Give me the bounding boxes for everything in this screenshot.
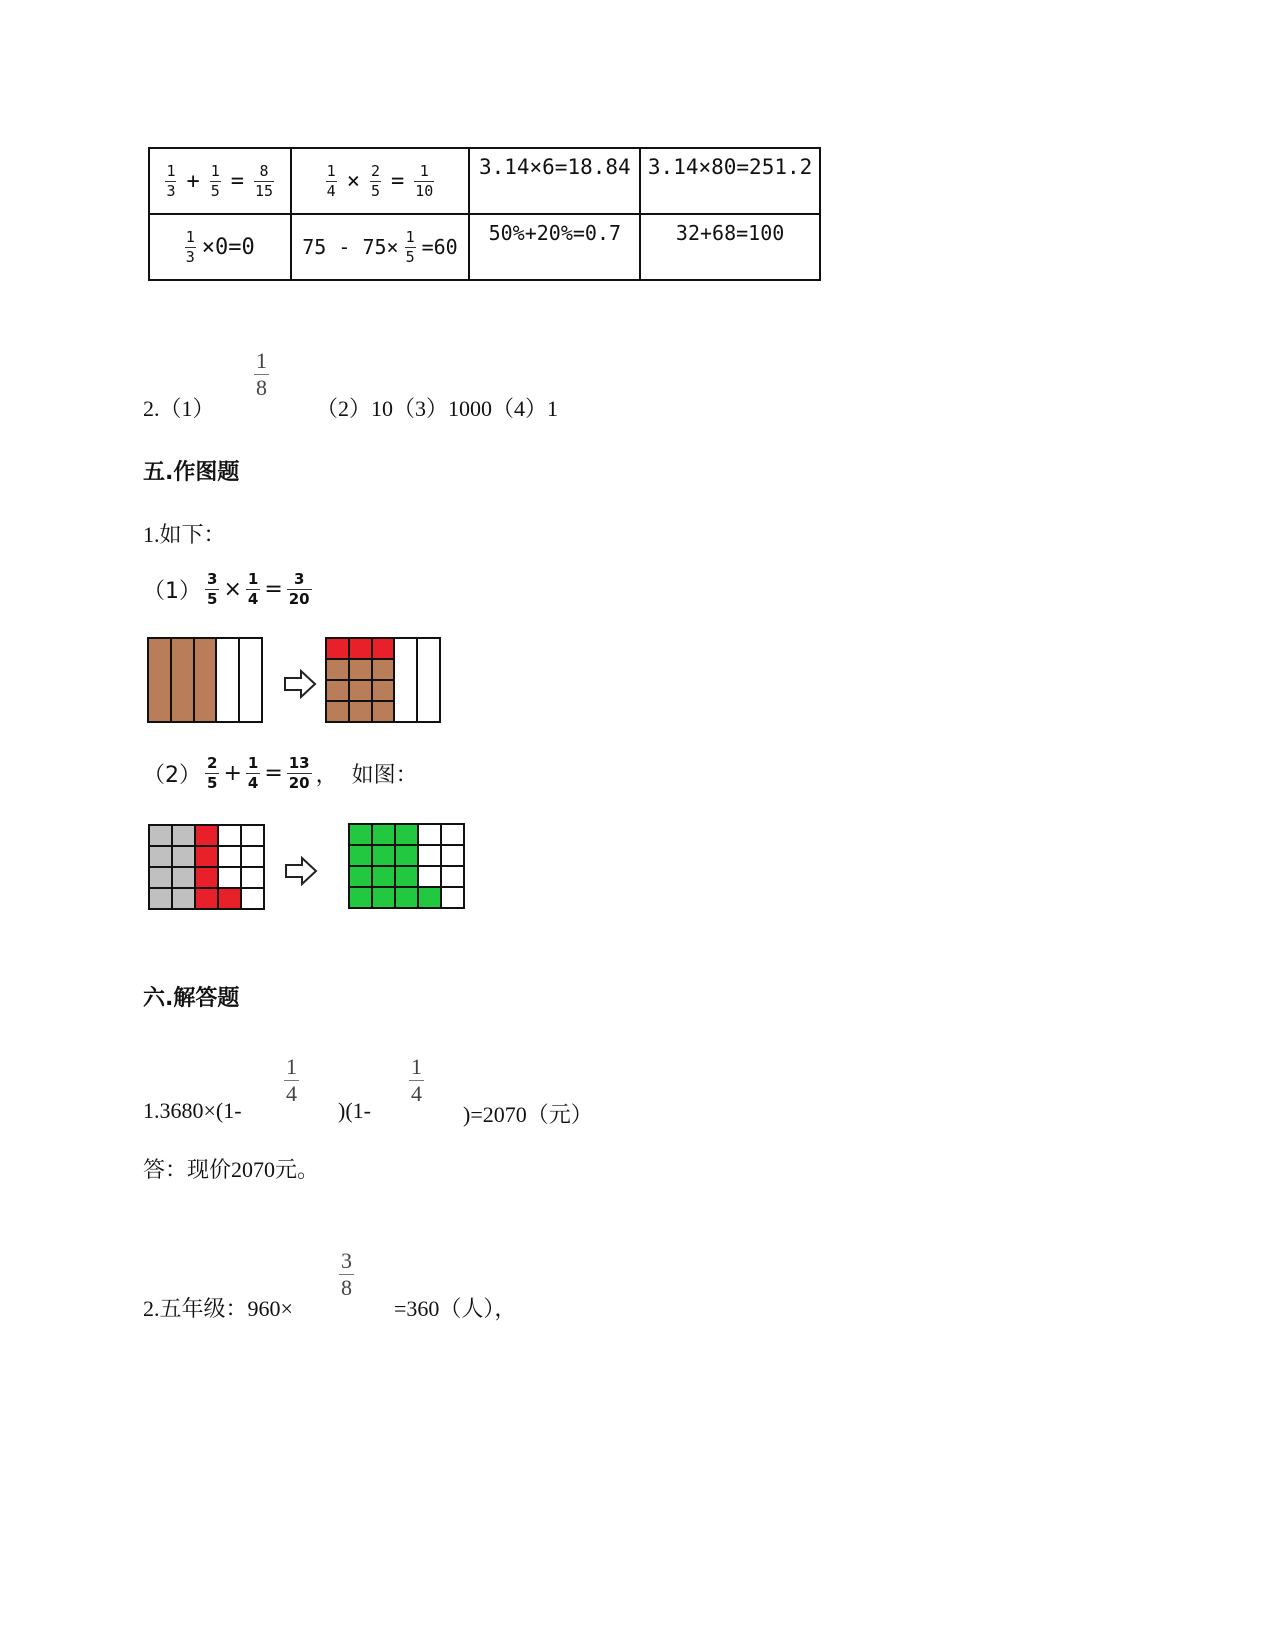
grid-cell (241, 846, 264, 867)
q2-part1: 2.（1） (143, 396, 215, 421)
table-row (149, 148, 820, 214)
section-heading-drawing: 五.作图题 (143, 460, 240, 485)
grid-cell (395, 845, 418, 866)
item-1-label: 1.如下： (143, 522, 226, 547)
fraction: $\frac{3}{5}$ (207, 570, 218, 608)
grid-cell (349, 845, 372, 866)
arrow-right-icon (283, 669, 317, 699)
q2-line-part1: 2.五年级：960× (143, 1296, 293, 1321)
grid-cell (418, 824, 441, 845)
table-cell: $\frac{1}{3}$ + $\frac{1}{5}$ = $\frac{8}{15}$ (149, 148, 291, 214)
diagram-green (348, 823, 465, 909)
fraction-one-quarter: $\frac{1}{4}$ (286, 1054, 297, 1106)
diagram-3-fifths (147, 637, 263, 723)
arrow-right-icon (284, 856, 318, 886)
grid-cell (395, 866, 418, 887)
grid-cell (349, 659, 372, 680)
table-row (149, 214, 820, 280)
table-cell: 50%+20%=0.7 (469, 214, 640, 280)
diagram-3-twentieths (325, 637, 441, 723)
grid-cell (395, 824, 418, 845)
grid-cell (149, 846, 172, 867)
grid-cell (441, 887, 464, 908)
grid-cell (372, 866, 395, 887)
grid-cell (195, 825, 218, 846)
table-cell: 75 - 75× $\frac{1}{5}$ =60 (291, 214, 470, 280)
grid-cell (218, 888, 241, 909)
grid-cell (194, 638, 217, 722)
fraction: $\frac{1}{3}$ (185, 227, 195, 266)
fraction-three-eighths: $\frac{3}{8}$ (341, 1248, 352, 1300)
grid-cell (417, 638, 440, 722)
grid-cell (349, 887, 372, 908)
grid-cell (218, 867, 241, 888)
grid-cell (195, 888, 218, 909)
q1-part2: )(1- (338, 1098, 371, 1123)
grid-cell (326, 701, 349, 722)
grid-cell (148, 638, 171, 722)
grid-cell (349, 701, 372, 722)
grid-cell (239, 638, 262, 722)
fraction-one-eighth: $\frac{1}{8}$ (256, 348, 267, 400)
fraction: $\frac{1}{3}$ (166, 161, 176, 200)
grid-cell (395, 887, 418, 908)
table-cell: $\frac{1}{3}$ ×0=0 (149, 214, 291, 280)
grid-cell (216, 638, 239, 722)
section-heading-answers: 六.解答题 (143, 986, 240, 1011)
grid-cell (149, 867, 172, 888)
fraction: $\frac{2}{5}$ (370, 161, 380, 200)
grid-cell (241, 888, 264, 909)
grid-cell (241, 867, 264, 888)
grid-cell (171, 638, 194, 722)
fraction: $\frac{1}{4}$ (326, 161, 336, 200)
grid-cell (372, 887, 395, 908)
grid-cell (394, 638, 417, 722)
grid-cell (372, 680, 395, 701)
grid-cell (441, 824, 464, 845)
grid-cell (418, 845, 441, 866)
grid-cell (418, 887, 441, 908)
grid-cell (172, 846, 195, 867)
fraction: $\frac{1}{5}$ (210, 161, 220, 200)
grid-cell (149, 888, 172, 909)
grid-cell (418, 866, 441, 887)
grid-cell (441, 845, 464, 866)
grid-cell (195, 867, 218, 888)
grid-cell (372, 701, 395, 722)
diagram-gray-red (148, 824, 265, 910)
fraction: $\frac{3}{20}$ (288, 570, 310, 608)
grid-cell (149, 825, 172, 846)
fraction: $\frac{8}{15}$ (255, 161, 274, 200)
answer-table (148, 147, 821, 281)
grid-cell (326, 638, 349, 659)
grid-cell (326, 659, 349, 680)
grid-cell (372, 824, 395, 845)
grid-cell (349, 824, 372, 845)
grid-cell (326, 680, 349, 701)
grid-cell (218, 846, 241, 867)
answer-1: 答：现价2070元。 (143, 1157, 320, 1182)
grid-cell (172, 888, 195, 909)
table-cell: 3.14×6=18.84 (469, 148, 640, 214)
grid-cell (372, 638, 395, 659)
q1-part1: 1.3680×(1- (143, 1098, 242, 1123)
fraction: $\frac{1}{4}$ (247, 754, 259, 792)
fraction: $\frac{1}{4}$ (247, 570, 259, 608)
grid-cell (172, 825, 195, 846)
grid-cell (172, 867, 195, 888)
equation-part2: （2） $\frac{2}{5}$ + $\frac{1}{4}$ = $\frac{13}{20}$ ， 如图： (143, 754, 418, 792)
grid-cell (195, 846, 218, 867)
q2-part2: （2）10（3）1000（4）1 (316, 396, 559, 421)
table-cell: $\frac{1}{4}$ × $\frac{2}{5}$ = $\frac{1}{10}$ (291, 148, 470, 214)
grid-cell (372, 845, 395, 866)
grid-cell (441, 866, 464, 887)
fraction: $\frac{1}{5}$ (405, 227, 415, 266)
grid-cell (349, 680, 372, 701)
fraction: $\frac{13}{20}$ (288, 754, 310, 792)
q1-part3: )=2070（元） (463, 1102, 593, 1127)
fraction: $\frac{2}{5}$ (207, 754, 218, 792)
grid-cell (349, 638, 372, 659)
fraction: $\frac{1}{10}$ (415, 161, 434, 200)
equation-part1: （1） $\frac{3}{5}$ × $\frac{1}{4}$ = $\frac{3}{20}$ (143, 570, 310, 608)
grid-cell (372, 659, 395, 680)
grid-cell (218, 825, 241, 846)
table-cell: 3.14×80=251.2 (640, 148, 820, 214)
table-cell: 32+68=100 (640, 214, 820, 280)
grid-cell (241, 825, 264, 846)
q2-line-part2: =360（人）， (394, 1296, 517, 1321)
fraction-one-quarter: $\frac{1}{4}$ (411, 1054, 422, 1106)
grid-cell (349, 866, 372, 887)
